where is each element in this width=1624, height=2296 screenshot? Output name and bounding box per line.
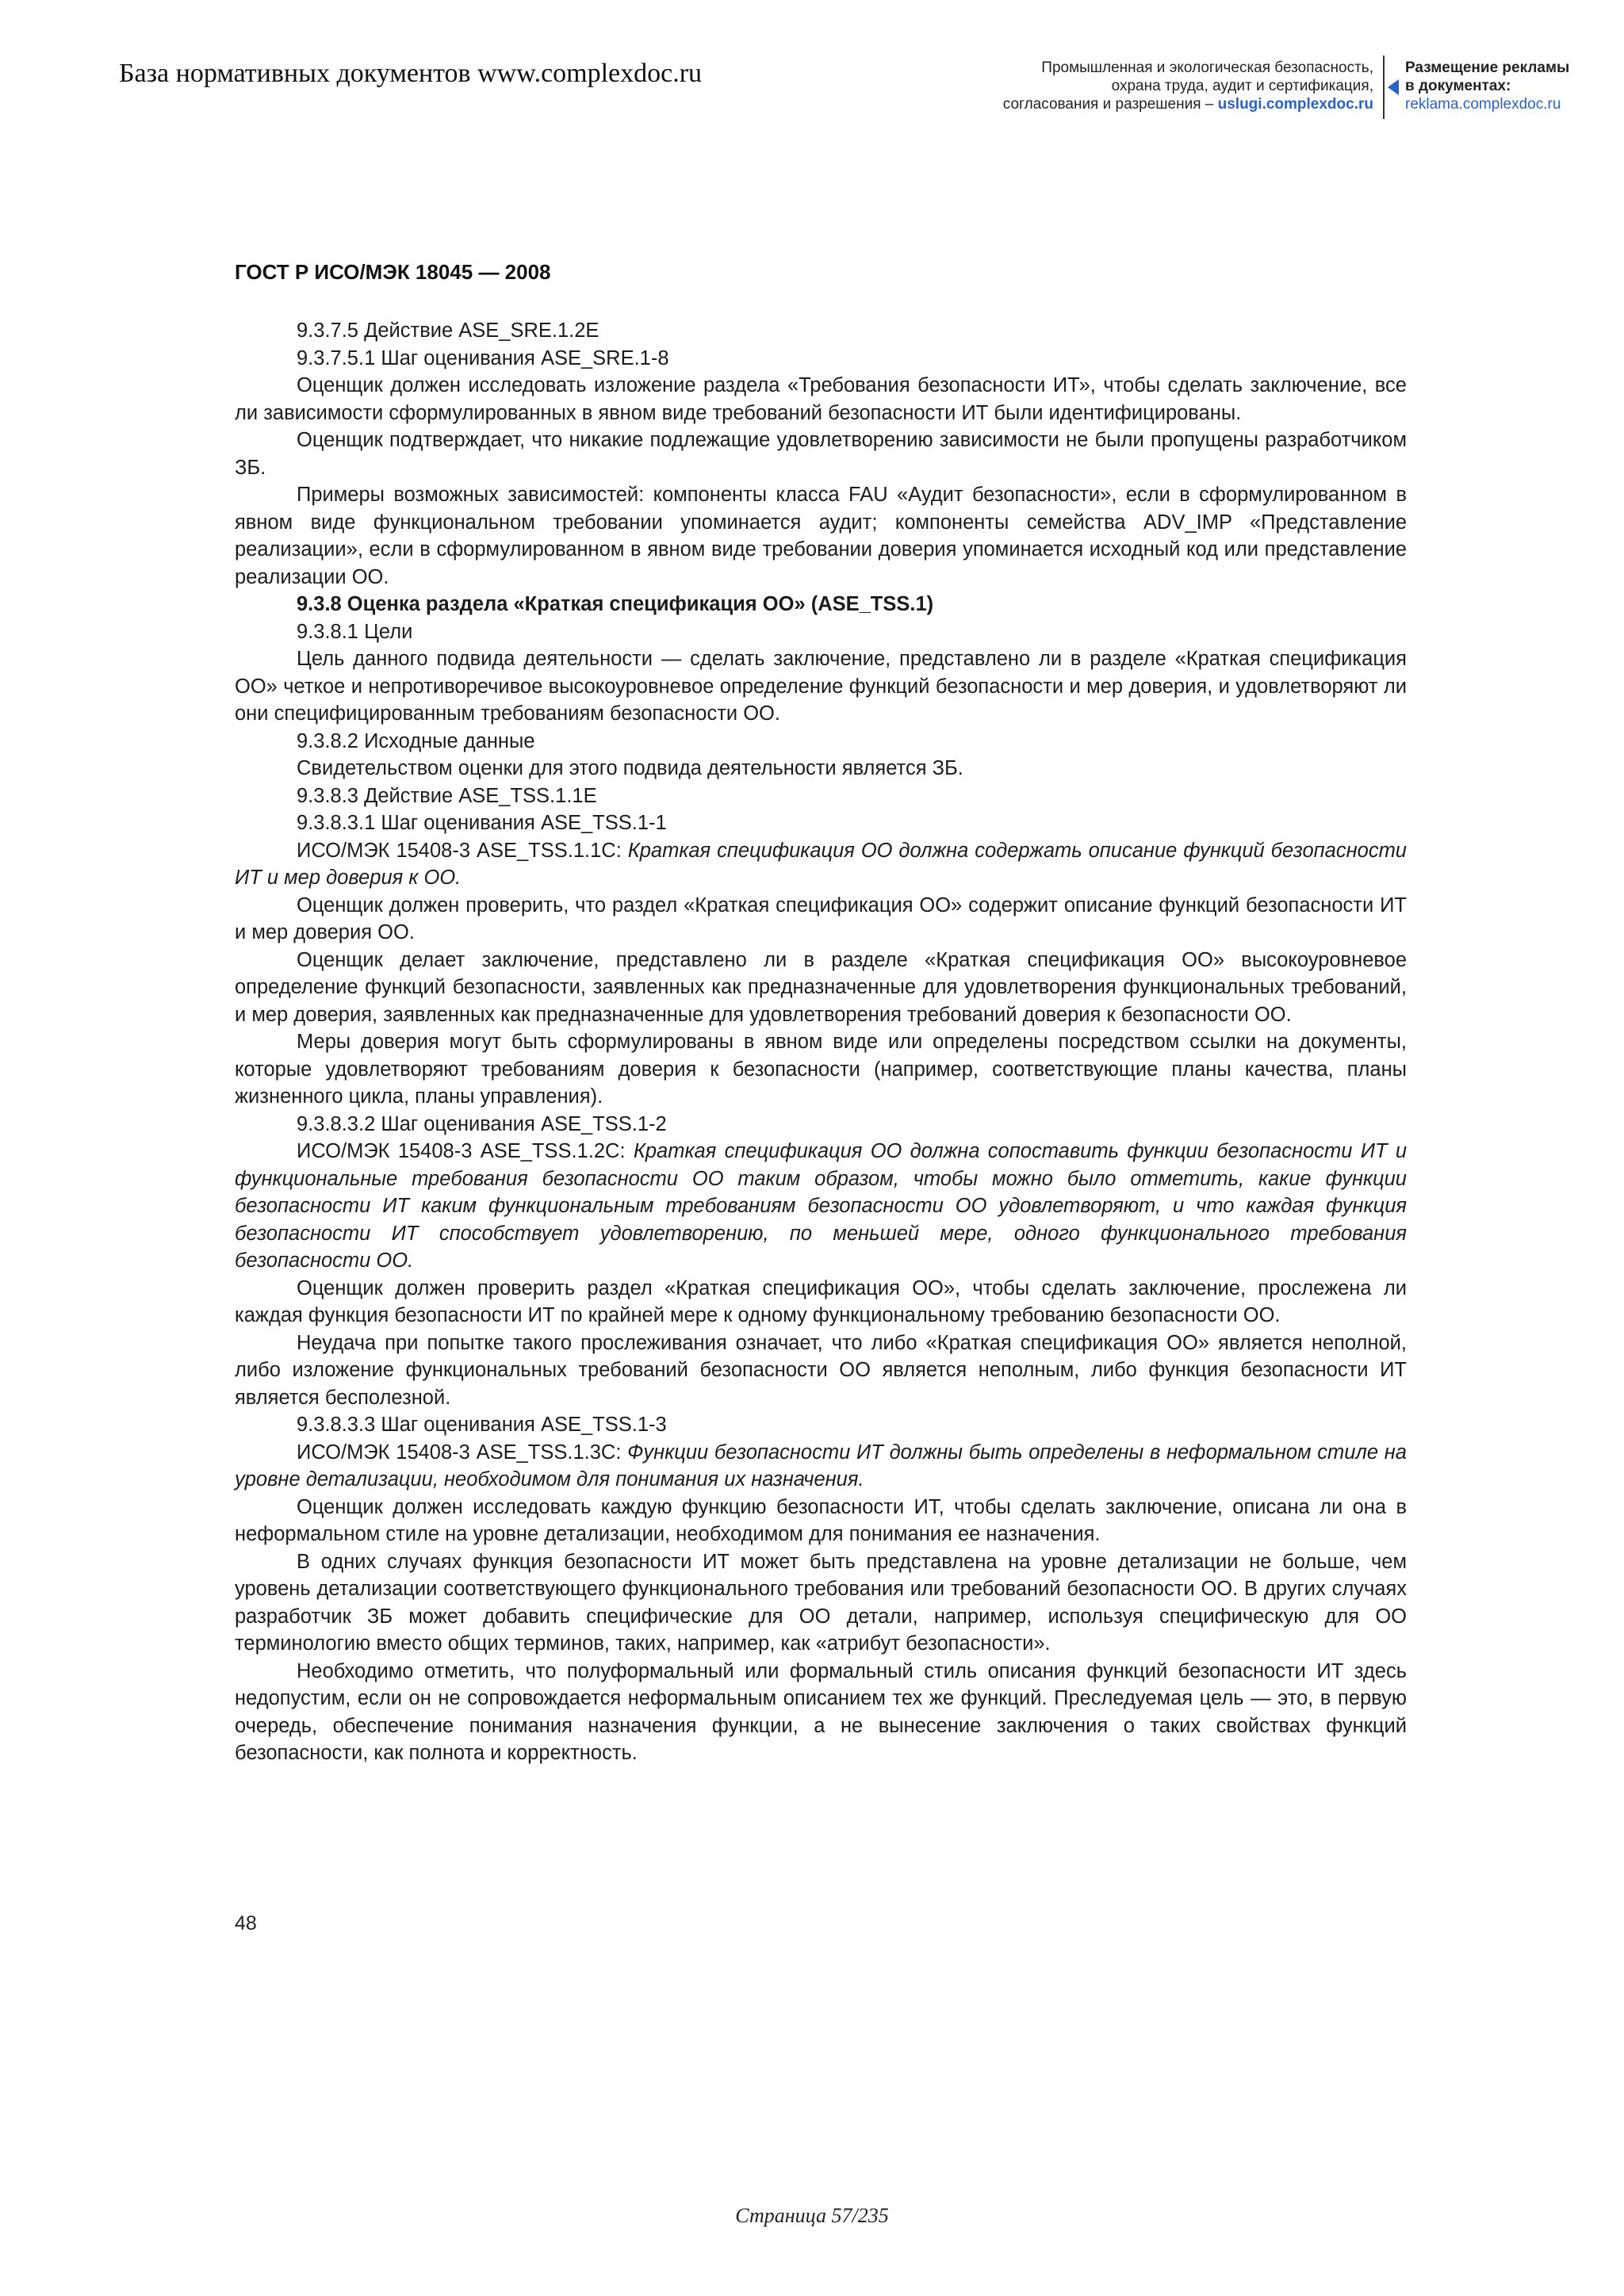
ad-services-line: Промышленная и экологическая безопасность,: [1041, 59, 1373, 76]
paragraph: 9.3.8.3 Действие ASE_TSS.1.1E: [297, 784, 597, 807]
ad-services-line: охрана труда, аудит и сертификация,: [1111, 78, 1373, 94]
paragraph: Примеры возможных зависимостей: компоненты класса FAU «Аудит безопасности», если в сформулированном в явном виде функциональном требовании упоминается аудит; компоненты семейства ADV_IMP «Представление реализации», если в сформулированном в явном виде требовании доверия упоминается исходный код или представление реализации ОО.: [235, 484, 1407, 588]
paragraph: В одних случаях функция безопасности ИТ может быть представлена на уровне детализации не больше, чем уровень детализации соответствующего функционального требования или требований безопасности ОО. В других случаях разработчик ЗБ может добавить специфические для ОО детали, например, используя специфическую для ОО терминологию вместо общих терминов, таких, например, как «атрибут безопасности».: [235, 1550, 1407, 1655]
ad-services-link[interactable]: uslugi.complexdoc.ru: [1217, 96, 1373, 113]
arrow-left-icon: [1388, 79, 1399, 95]
paragraph: 9.3.7.5.1 Шаг оценивания ASE_SRE.1-8: [297, 346, 669, 369]
quote-reference: ИСО/МЭК 15408-3 ASE_TSS.1.2C:: [297, 1140, 634, 1162]
paragraph: 9.3.8.1 Цели: [297, 620, 413, 643]
paragraph: 9.3.8.3.2 Шаг оценивания ASE_TSS.1-2: [297, 1112, 667, 1135]
section-heading: 9.3.8 Оценка раздела «Краткая спецификация ОО» (ASE_TSS.1): [297, 593, 934, 615]
paragraph: 9.3.8.2 Исходные данные: [297, 729, 535, 752]
paragraph: Оценщик подтверждает, что никакие подлежащие удовлетворению зависимости не были пропущены разработчиком ЗБ.: [235, 429, 1407, 479]
page-number: 48: [235, 1912, 257, 1934]
quote-text: Функции безопасности ИТ должны быть определены в неформальном стиле на уровне детализации, необходимом для понимания их назначения.: [235, 1441, 1407, 1490]
standard-quote: [235, 1138, 1407, 1275]
quote-reference: ИСО/МЭК 15408-3 ASE_TSS.1.3C:: [297, 1441, 628, 1464]
paragraph: Меры доверия могут быть сформулированы в явном виде или определены посредством ссылки на документы, которые удовлетворяют требованиям доверия к безопасности (например, соответствующие планы качества, планы жизненного цикла, планы управления).: [235, 1031, 1407, 1108]
page-footer: Страница 57/235: [735, 2204, 889, 2227]
paragraph: 9.3.8.3.3 Шаг оценивания ASE_TSS.1-3: [297, 1414, 667, 1436]
paragraph: Оценщик должен исследовать изложение раздела «Требования безопасности ИТ», чтобы сделать заключение, все ли зависимости сформулированных в явном виде требований безопасности ИТ были идентифицированы.: [235, 374, 1407, 424]
ad-advertising-heading: Размещение рекламы: [1405, 59, 1570, 76]
ad-services-block: [977, 59, 1373, 113]
document-header: ГОСТ Р ИСО/МЭК 18045 — 2008: [235, 260, 551, 284]
paragraph: Оценщик делает заключение, представлено ли в разделе «Краткая спецификация ОО» высокоуровневое определение функций безопасности, заявленных как предназначенные для удовлетворения функциональных требований, и мер доверия, заявленных как предназначенные для удовлетворения требований доверия к безопасности ОО.: [235, 948, 1407, 1026]
ad-services-line: [977, 95, 1373, 113]
paragraph: Цель данного подвида деятельности — сделать заключение, представлено ли в разделе «Краткая спецификация ОО» четкое и непротиворечивое высокоуровневое определение функций безопасности и мер доверия, и удовлетворяют ли они специфицированным требованиям безопасности ОО.: [235, 648, 1407, 725]
paragraph: Оценщик должен проверить, что раздел «Краткая спецификация ОО» содержит описание функций безопасности ИТ и мер доверия ОО.: [235, 894, 1407, 943]
quote-text: Краткая спецификация ОО должна сопоставить функции безопасности ИТ и функциональные требования безопасности ОО таким образом, чтобы можно было отметить, какие функции безопасности ИТ каким функциональным требованиям безопасности ОО удовлетворяют, и что каждая функция безопасности ИТ способствует удовлетворению, по меньшей мере, одного функционального требования безопасности ОО.: [235, 1140, 1408, 1272]
paragraph: Свидетельством оценки для этого подвида деятельности является ЗБ.: [297, 757, 963, 779]
site-title: База нормативных документов www.complexdoc.ru: [119, 59, 703, 88]
paragraph: Оценщик должен исследовать каждую функцию безопасности ИТ, чтобы сделать заключение, описана ли она в неформальном стиле на уровне детализации, необходимом для понимания ее назначения.: [235, 1495, 1407, 1545]
ad-divider: [1383, 55, 1385, 119]
ad-advertising-block: [1405, 59, 1588, 113]
ad-services-text: согласования и разрешения –: [1002, 96, 1218, 113]
paragraph: Неудача при попытке такого прослеживания означает, что либо «Краткая спецификация ОО» является неполной, либо изложение функциональных требований безопасности ОО является неполным, либо функция безопасности ИТ является бесполезной.: [235, 1331, 1407, 1409]
document-body: [235, 317, 1407, 1767]
paragraph: 9.3.7.5 Действие ASE_SRE.1.2E: [297, 320, 599, 342]
quote-text: Краткая спецификация ОО должна содержать описание функций безопасности ИТ и мер доверия к ОО.: [235, 839, 1407, 889]
paragraph: 9.3.8.3.1 Шаг оценивания ASE_TSS.1-1: [297, 812, 667, 834]
paragraph: Необходимо отметить, что полуформальный или формальный стиль описания функций безопасности ИТ здесь недопустим, если он не сопровождается неформальным описанием тех же функций. Преследуемая цель — это, в первую очередь, обеспечение понимания назначения функции, а не вынесение заключения о таких свойствах функций безопасности, как полнота и корректность.: [235, 1659, 1407, 1764]
ad-advertising-subheading: в документах:: [1405, 78, 1511, 94]
standard-quote: [235, 837, 1407, 892]
quote-reference: ИСО/МЭК 15408-3 ASE_TSS.1.1C:: [297, 839, 628, 862]
paragraph: Оценщик должен проверить раздел «Краткая спецификация ОО», чтобы сделать заключение, прослежена ли каждая функция безопасности ИТ по крайней мере к одному функциональному требованию безопасности ОО.: [235, 1276, 1407, 1326]
standard-quote: [235, 1439, 1407, 1494]
ad-advertising-link[interactable]: reklama.complexdoc.ru: [1405, 96, 1561, 113]
